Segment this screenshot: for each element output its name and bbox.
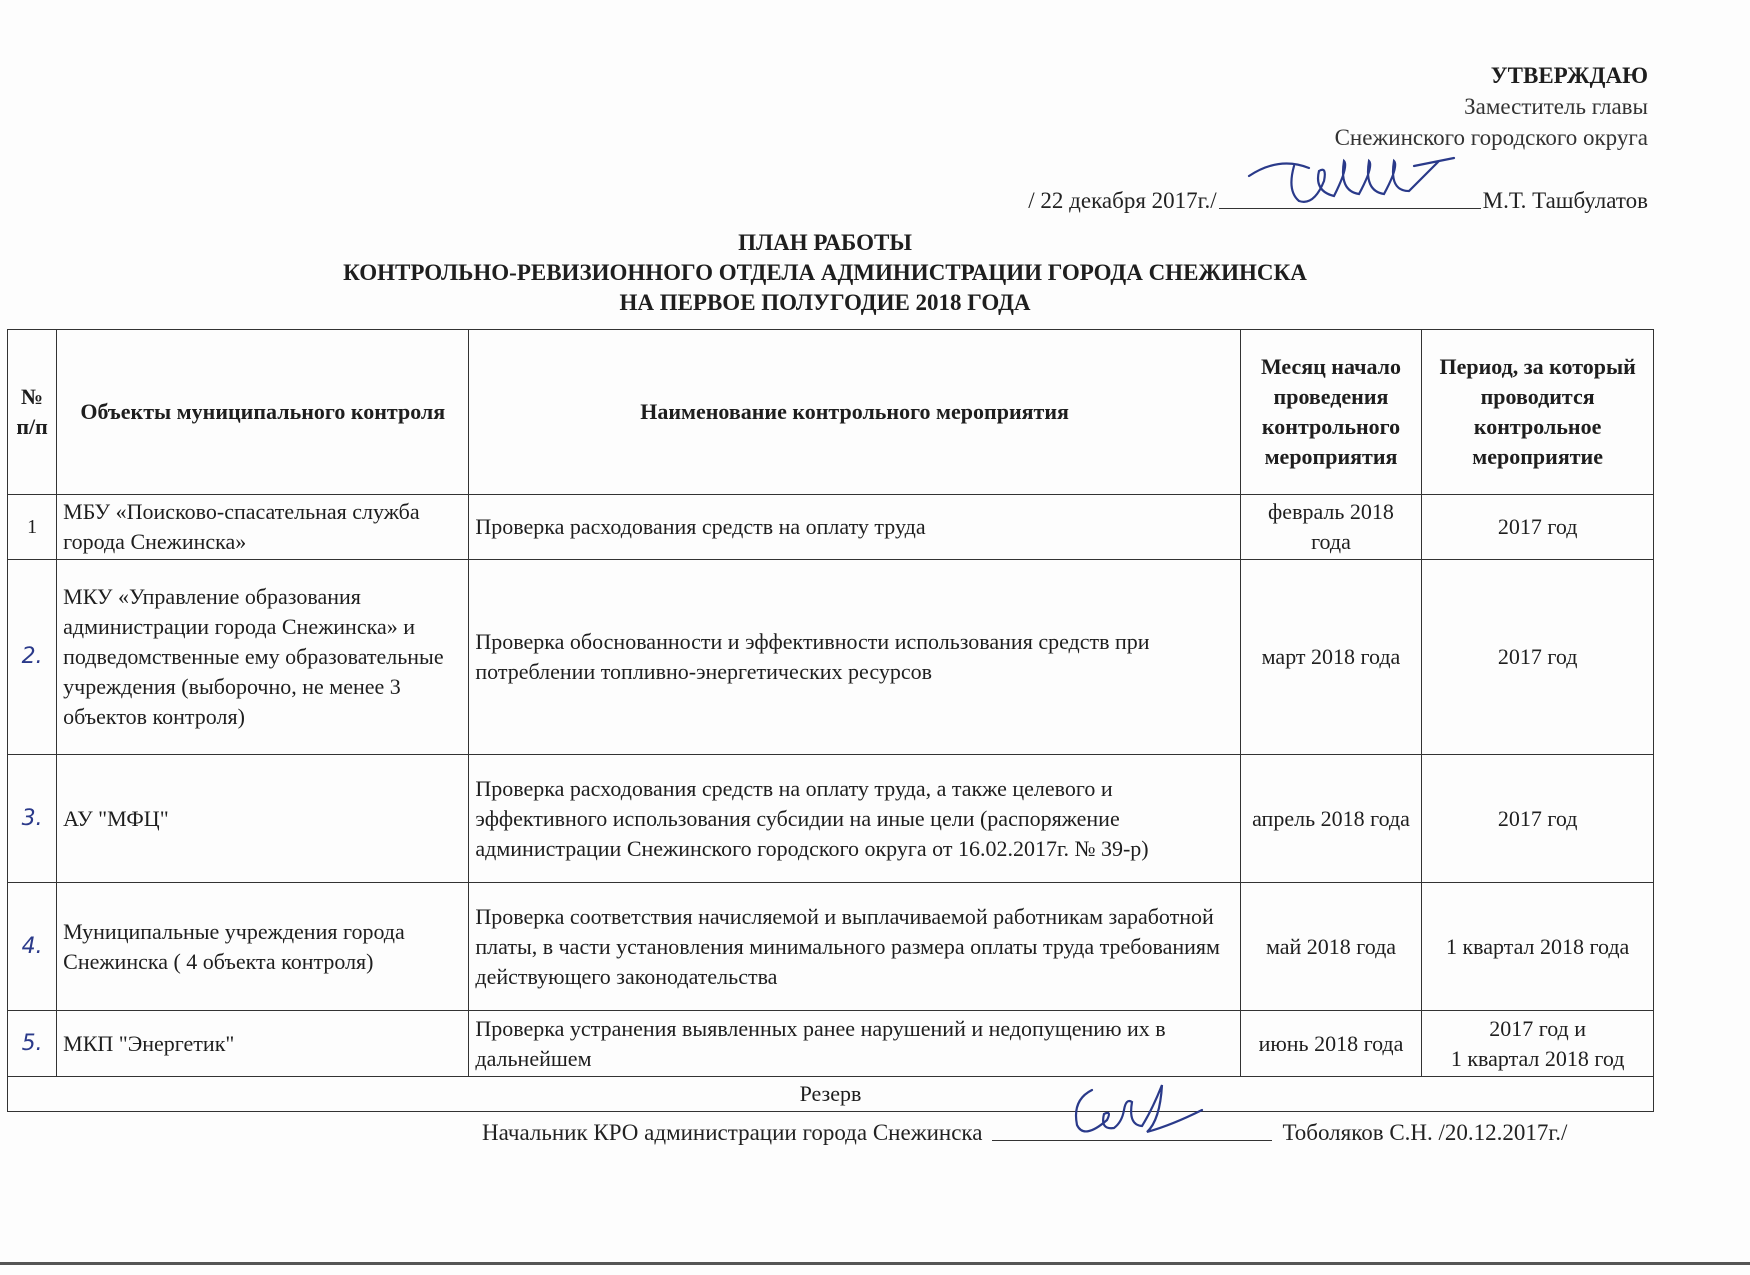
header-name: Наименование контрольного мероприятия — [469, 330, 1240, 495]
scan-edge-divider — [0, 1262, 1750, 1265]
row-num: 1 — [8, 495, 57, 560]
row-period: 1 квартал 2018 года — [1422, 883, 1654, 1011]
table-row — [8, 1011, 1654, 1077]
footer-signature-line — [482, 1118, 1567, 1146]
reserve-cell: Резерв — [8, 1077, 1654, 1112]
row-objects: Муниципальные учреждения города Снежинска ( 4 объекта контроля) — [57, 883, 469, 1011]
reserve-row — [8, 1077, 1654, 1112]
title-line-3: НА ПЕРВОЕ ПОЛУГОДИЕ 2018 ГОДА — [619, 290, 1031, 315]
row-objects: АУ "МФЦ" — [57, 755, 469, 883]
approval-date: / 22 декабря 2017г./ — [1028, 188, 1217, 213]
row-month: март 2018 года — [1240, 560, 1422, 755]
signature-blank — [1219, 186, 1481, 209]
footer-signer: Тоболяков С.Н. /20.12.2017г./ — [1282, 1120, 1568, 1145]
row-objects: МКП "Энергетик" — [57, 1011, 469, 1077]
header-objects: Объекты муниципального контроля — [57, 330, 469, 495]
row-period-line-2: 1 квартал 2018 год — [1450, 1045, 1625, 1071]
table-row — [8, 495, 1654, 560]
row-name: Проверка расходования средств на оплату труда, а также целевого и эффективного использования субсидии на иные цели (распоряжение администрации Снежинского городского округа от 16.02.2017г. № 39-р) — [469, 755, 1240, 883]
approval-organization: Снежинского городского округа — [1334, 125, 1648, 150]
row-month: февраль 2018 года — [1240, 495, 1422, 560]
row-num: 3. — [8, 755, 57, 883]
header-num: № п/п — [8, 330, 57, 495]
row-name: Проверка обоснованности и эффективности использования средств при потреблении топливно-энергетических ресурсов — [469, 560, 1240, 755]
approval-position: Заместитель главы — [1464, 94, 1648, 119]
row-num: 4. — [8, 883, 57, 1011]
header-month: Месяц начало проведения контрольного мероприятия — [1240, 330, 1422, 495]
row-period: 2017 год — [1422, 560, 1654, 755]
row-objects: МКУ «Управление образования администрации города Снежинска» и подведомственные ему образовательные учреждения (выборочно, не менее 3 объектов контроля) — [57, 560, 469, 755]
table-header-row — [8, 330, 1654, 495]
approval-block — [1335, 60, 1648, 153]
row-name: Проверка расходования средств на оплату труда — [469, 495, 1240, 560]
row-month: май 2018 года — [1240, 883, 1422, 1011]
approval-heading: УТВЕРЖДАЮ — [1490, 63, 1648, 88]
footer-position: Начальник КРО администрации города Снежинска — [482, 1120, 983, 1145]
row-name: Проверка устранения выявленных ранее нарушений и недопущению их в дальнейшем — [469, 1011, 1240, 1077]
row-num: 5. — [8, 1011, 57, 1077]
row-name: Проверка соответствия начисляемой и выплачиваемой работникам заработной платы, в части установления минимального размера оплаты труда требованиям действующего законодательства — [469, 883, 1240, 1011]
row-period-line-1: 2017 год и — [1489, 1015, 1587, 1041]
plan-table — [7, 329, 1654, 1112]
document-title — [0, 228, 1650, 318]
title-line-1: ПЛАН РАБОТЫ — [738, 230, 912, 255]
row-num: 2. — [8, 560, 57, 755]
table-row — [8, 755, 1654, 883]
approval-signature-line — [1028, 186, 1648, 214]
row-month: июнь 2018 года — [1240, 1011, 1422, 1077]
table-row — [8, 883, 1654, 1011]
row-period — [1422, 1011, 1654, 1077]
footer-signature-blank — [992, 1118, 1272, 1141]
handwritten-signature-icon — [1052, 1070, 1212, 1150]
row-objects: МБУ «Поисково-спасательная служба города Снежинска» — [57, 495, 469, 560]
title-line-2: КОНТРОЛЬНО-РЕВИЗИОННОГО ОТДЕЛА АДМИНИСТРАЦИИ ГОРОДА СНЕЖИНСКА — [343, 260, 1307, 285]
row-period: 2017 год — [1422, 755, 1654, 883]
header-period: Период, за который проводится контрольное мероприятие — [1422, 330, 1654, 495]
row-period: 2017 год — [1422, 495, 1654, 560]
row-month: апрель 2018 года — [1240, 755, 1422, 883]
table-row — [8, 560, 1654, 755]
handwritten-signature-icon — [1239, 146, 1469, 216]
approval-signer: М.Т. Ташбулатов — [1482, 188, 1648, 213]
